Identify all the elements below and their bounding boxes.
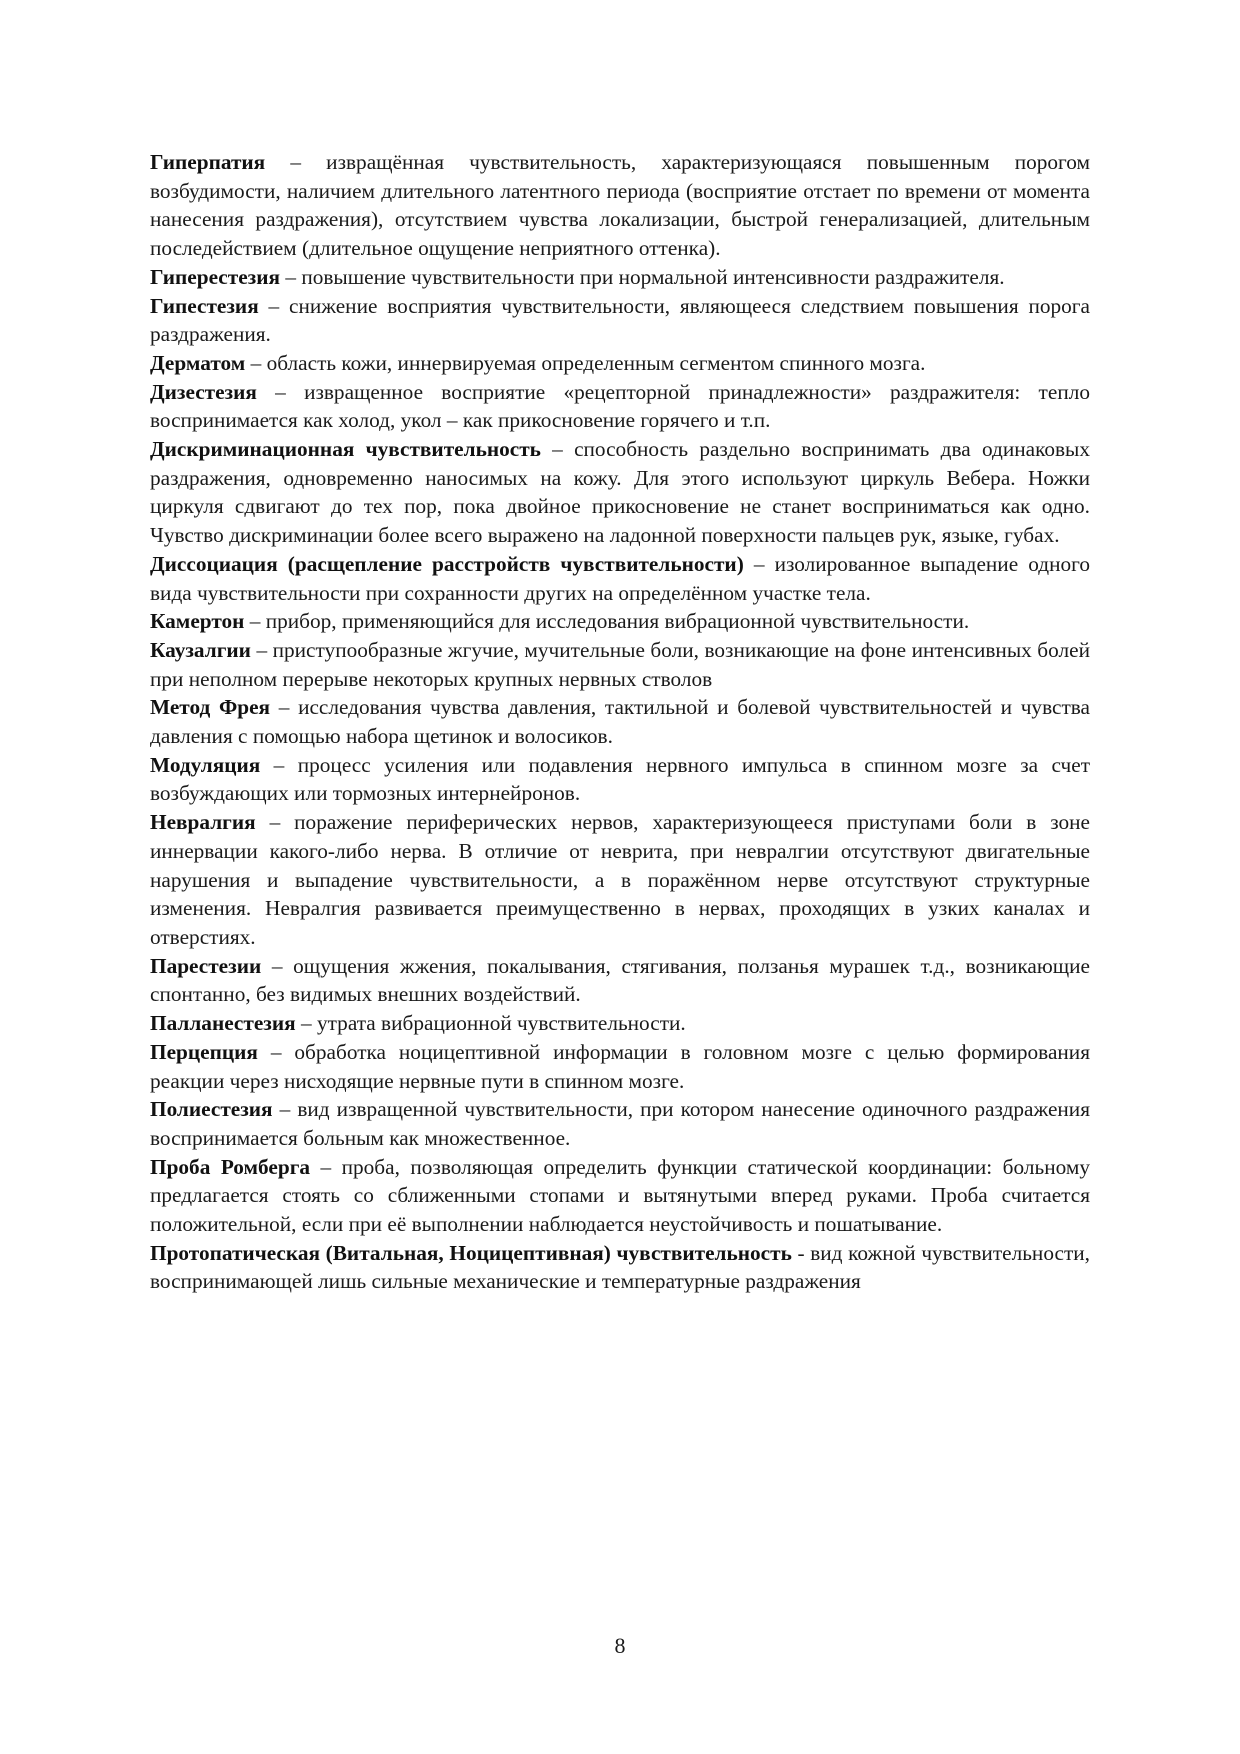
glossary-entry xyxy=(150,435,1090,550)
glossary-definition: – снижение восприятия чувствительности, являющееся следствием повышения порога раздражения. xyxy=(150,293,1090,347)
glossary-term: Гипестезия xyxy=(150,293,259,318)
glossary-definition: – ощущения жжения, покалывания, стягивания, ползанья мурашек т.д., возникающие спонтанно, без видимых внешних воздействий. xyxy=(150,953,1090,1007)
glossary-entry xyxy=(150,751,1090,808)
glossary-definition: - вид кожной чувствительности, воспринимающей лишь сильные механические и температурные раздражения xyxy=(150,1240,1090,1294)
glossary-term: Невралгия xyxy=(150,810,256,835)
glossary-definition: – область кожи, иннервируемая определенным сегментом спинного мозга. xyxy=(245,350,926,375)
glossary-definition: – обработка ноцицептивной информации в головном мозге с целью формирования реакции через нисходящие нервные пути в спинном мозге. xyxy=(150,1039,1090,1093)
glossary-entry xyxy=(150,1038,1090,1095)
glossary-entry xyxy=(150,148,1090,263)
glossary-definition: – прибор, применяющийся для исследования вибрационной чувствительности. xyxy=(244,609,970,634)
glossary-term: Дизестезия xyxy=(150,379,257,404)
glossary-definition: – процесс усиления или подавления нервного импульса в спинном мозге за счет возбуждающих или тормозных интернейронов. xyxy=(150,752,1090,806)
glossary-entry xyxy=(150,263,1090,292)
glossary-definition: – извращённая чувствительность, характеризующаяся повышенным порогом возбудимости, наличием длительного латентного периода (восприятие отстает по времени от момента нанесения раздражения), отсутствием чувства локализации, быстрой генерализацией, длительным последействием (длительное ощущение неприятного оттенка). xyxy=(150,150,1090,261)
glossary-definition: – исследования чувства давления, тактильной и болевой чувствительностей и чувства давления с помощью набора щетинок и волосиков. xyxy=(150,695,1090,749)
glossary-term: Проба Ромберга xyxy=(150,1154,311,1179)
glossary-term: Перцепция xyxy=(150,1039,258,1064)
glossary-term: Метод Фрея xyxy=(150,695,271,720)
glossary-term: Модуляция xyxy=(150,752,261,777)
page-number: 8 xyxy=(614,1633,626,1658)
glossary-term: Гиперпатия xyxy=(150,150,266,174)
glossary-list xyxy=(150,148,1090,1296)
glossary-entry xyxy=(150,349,1090,378)
glossary-term: Дерматом xyxy=(150,350,246,375)
glossary-definition: – извращенное восприятие «рецепторной принадлежности» раздражителя: тепло воспринимается как холод, укол – как прикосновение горячего и т.п. xyxy=(150,379,1090,433)
glossary-entry xyxy=(150,952,1090,1009)
glossary-entry xyxy=(150,1095,1090,1152)
glossary-entry xyxy=(150,808,1090,952)
glossary-definition: – проба, позволяющая определить функции статической координации: больному предлагается стоять со сближенными стопами и вытянутыми вперед руками. Проба считается положительной, если при её выполнении наблюдается неустойчивость и пошатывание. xyxy=(150,1154,1090,1237)
glossary-definition: – утрата вибрационной чувствительности. xyxy=(295,1011,686,1036)
glossary-definition: – способность раздельно воспринимать два одинаковых раздражения, одновременно наносимых на кожу. Для этого используют циркуль Вебера. Ножки циркуля сдвигают до тех пор, пока двойное прикосновение не станет восприниматься как одно. Чувство дискриминации более всего выражено на ладонной поверхности пальцев рук, языке, губах. xyxy=(150,437,1090,548)
glossary-entry xyxy=(150,550,1090,607)
glossary-entry xyxy=(150,1239,1090,1296)
glossary-term: Диссоциация (расщепление расстройств чувствительности) xyxy=(150,551,744,576)
glossary-term: Протопатическая (Витальная, Ноцицептивная) чувствительность xyxy=(150,1240,792,1265)
glossary-term: Парестезии xyxy=(150,953,262,978)
glossary-definition: – повышение чувствительности при нормальной интенсивности раздражителя. xyxy=(280,264,1005,289)
glossary-entry xyxy=(150,1153,1090,1239)
glossary-entry xyxy=(150,1009,1090,1038)
glossary-entry xyxy=(150,607,1090,636)
glossary-definition: – приступообразные жгучие, мучительные боли, возникающие на фоне интенсивных болей при неполном перерыве некоторых крупных нервных стволов xyxy=(150,637,1090,691)
glossary-term: Камертон xyxy=(150,609,245,634)
glossary-term: Каузалгии xyxy=(150,637,251,662)
glossary-term: Палланестезия xyxy=(150,1011,296,1036)
glossary-definition: – изолированное выпадение одного вида чувствительности при сохранности других на определённом участке тела. xyxy=(150,551,1090,605)
glossary-entry xyxy=(150,693,1090,750)
glossary-entry xyxy=(150,636,1090,693)
glossary-entry xyxy=(150,292,1090,349)
glossary-definition: – вид извращенной чувствительности, при котором нанесение одиночного раздражения воспринимается больным как множественное. xyxy=(150,1097,1090,1150)
glossary-definition: – поражение периферических нервов, характеризующееся приступами боли в зоне иннервации какого-либо нерва. В отличие от неврита, при невралгии отсутствуют двигательные нарушения и выпадение чувствительности, а в поражённом нерве отсутствуют структурные изменения. Невралгия развивается преимущественно в нервах, проходящих в узких каналах и отверстиях. xyxy=(150,810,1090,949)
glossary-term: Полиестезия xyxy=(150,1097,273,1122)
glossary-entry xyxy=(150,378,1090,435)
glossary-term: Дискриминационная чувствительность xyxy=(150,437,541,462)
glossary-term: Гиперестезия xyxy=(150,264,281,289)
